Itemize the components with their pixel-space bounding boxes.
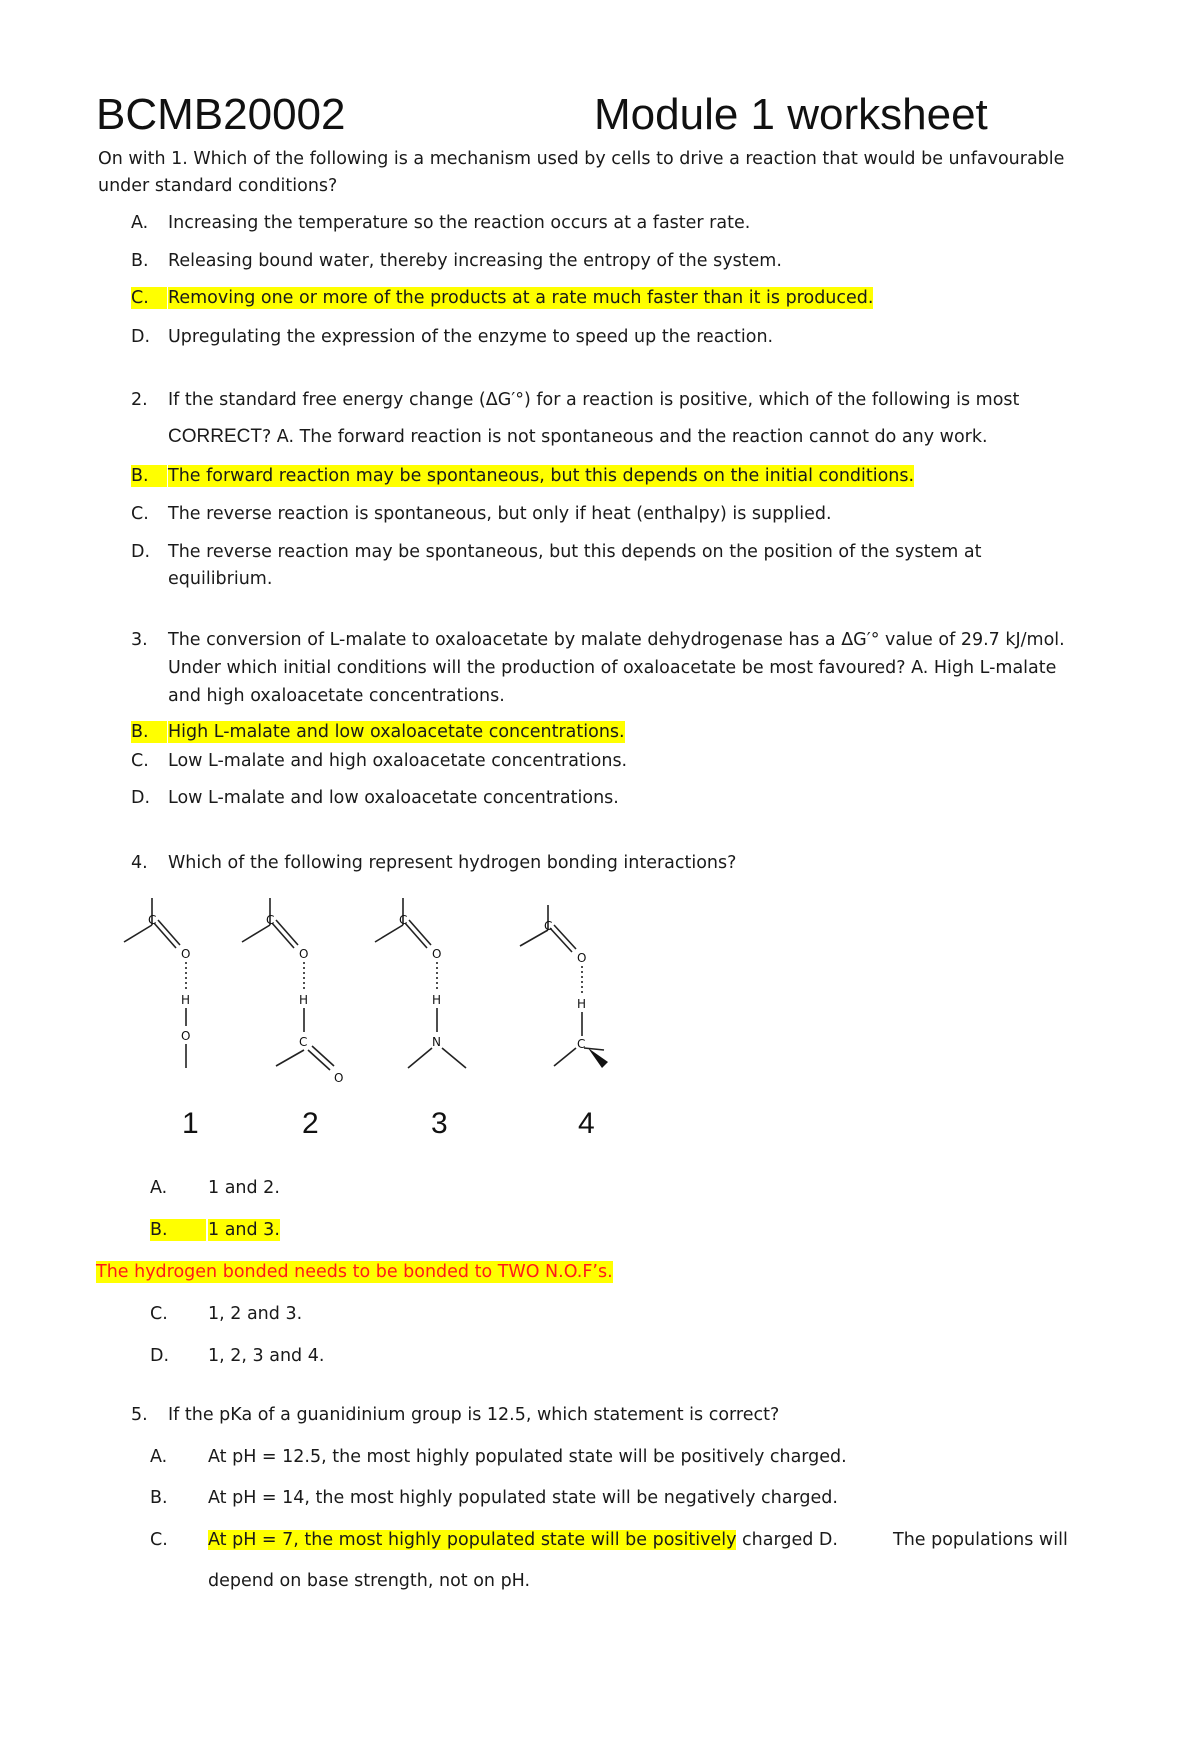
atom-c: C bbox=[544, 919, 553, 933]
q5-option-b-text: At pH = 14, the most highly populated state will be negatively charged. bbox=[208, 1488, 838, 1508]
q3-number: 3. bbox=[131, 630, 148, 650]
atom-o: O bbox=[432, 947, 442, 961]
atom-h: H bbox=[577, 997, 587, 1011]
q1-stem-line1: On with 1. Which of the following is a mechanism used by cells to drive a reaction that would be unfavourable bbox=[98, 149, 1065, 169]
course-code: BCMB20002 bbox=[96, 90, 346, 139]
q4-option-c-text: 1, 2 and 3. bbox=[208, 1304, 303, 1324]
q3-option-d-letter: D. bbox=[131, 788, 151, 808]
q4-option-d-text: 1, 2, 3 and 4. bbox=[208, 1346, 325, 1366]
q5-option-c-highlighted: At pH = 7, the most highly populated state will be positively bbox=[208, 1530, 737, 1550]
figure-label-4: 4 bbox=[578, 1107, 595, 1140]
q1-option-d-letter: D. bbox=[131, 327, 151, 347]
atom-o: O bbox=[577, 951, 587, 965]
page-title: Module 1 worksheet bbox=[594, 90, 988, 139]
q3-option-c-letter: C. bbox=[131, 751, 149, 771]
q1-option-d-text: Upregulating the expression of the enzyme to speed up the reaction. bbox=[168, 327, 774, 347]
q5-option-a-letter: A. bbox=[150, 1447, 168, 1467]
q2-option-b-letter: B. bbox=[131, 465, 167, 487]
q2-option-d-text-line2: equilibrium. bbox=[168, 569, 273, 589]
atom-c: C bbox=[577, 1037, 586, 1051]
atom-o: O bbox=[181, 1029, 191, 1043]
q3-stem-line1: The conversion of L-malate to oxaloacetate by malate dehydrogenase has a ΔG′° value of 29.7 kJ/mol. bbox=[168, 630, 1065, 650]
q3-option-d-text: Low L-malate and low oxaloacetate concentrations. bbox=[168, 788, 619, 808]
q4-stem: Which of the following represent hydrogen bonding interactions? bbox=[168, 853, 737, 873]
atom-o: O bbox=[334, 1071, 344, 1085]
atom-c: C bbox=[399, 913, 408, 927]
q1-stem-line2: under standard conditions? bbox=[98, 176, 338, 196]
q1-option-b-text: Releasing bound water, thereby increasing the entropy of the system. bbox=[168, 251, 782, 271]
q5-option-b-letter: B. bbox=[150, 1488, 168, 1508]
q5-option-a-text: At pH = 12.5, the most highly populated state will be positively charged. bbox=[208, 1447, 847, 1467]
q5-option-d-text-part2: depend on base strength, not on pH. bbox=[208, 1571, 531, 1591]
q4-option-d-letter: D. bbox=[150, 1346, 170, 1366]
q2-stem-line2 bbox=[168, 426, 988, 448]
q4-option-b-text: 1 and 3. bbox=[208, 1220, 280, 1240]
q3-option-b-letter: B. bbox=[131, 721, 167, 743]
q5-stem: If the pKa of a guanidinium group is 12.5, which statement is correct? bbox=[168, 1405, 780, 1425]
q3-stem-line2: Under which initial conditions will the production of oxaloacetate be most favoured? A. High L-malate bbox=[168, 658, 1057, 678]
q2-option-d-letter: D. bbox=[131, 542, 151, 562]
q1-option-c-text: Removing one or more of the products at a rate much faster than it is produced. bbox=[168, 288, 874, 308]
q2-correct-word: CORRECT bbox=[168, 426, 262, 447]
q1-option-c-letter: C. bbox=[131, 287, 167, 309]
wedge-bond-icon bbox=[588, 1048, 608, 1068]
q2-option-b-text: The forward reaction may be spontaneous, but this depends on the initial conditions. bbox=[168, 466, 915, 486]
q4-option-b-letter: B. bbox=[150, 1219, 206, 1241]
q4-answer-note: The hydrogen bonded needs to be bonded to TWO N.O.F’s. bbox=[96, 1262, 613, 1282]
q1-option-a-text: Increasing the temperature so the reaction occurs at a faster rate. bbox=[168, 213, 751, 233]
q1-option-b-letter: B. bbox=[131, 251, 149, 271]
atom-c: C bbox=[266, 913, 275, 927]
atom-n: N bbox=[432, 1035, 441, 1049]
atom-o: O bbox=[299, 947, 309, 961]
q4-option-a-text: 1 and 2. bbox=[208, 1178, 280, 1198]
q3-option-b-text: High L-malate and low oxaloacetate concentrations. bbox=[168, 722, 625, 742]
q2-option-a-inline: ? A. The forward reaction is not spontaneous and the reaction cannot do any work. bbox=[261, 427, 988, 447]
q2-option-c-text: The reverse reaction is spontaneous, but only if heat (enthalpy) is supplied. bbox=[168, 504, 832, 524]
q5-option-c-text bbox=[208, 1529, 838, 1551]
q5-number: 5. bbox=[131, 1405, 148, 1425]
atom-h: H bbox=[299, 993, 309, 1007]
q5-option-d-text-part1: The populations will bbox=[893, 1530, 1068, 1550]
figure-label-1: 1 bbox=[182, 1107, 199, 1140]
q4-option-a-letter: A. bbox=[150, 1178, 168, 1198]
q2-stem-line1: If the standard free energy change (ΔG′°) for a reaction is positive, which of the following is most bbox=[168, 390, 1020, 410]
q3-option-c-text: Low L-malate and high oxaloacetate concentrations. bbox=[168, 751, 628, 771]
atom-h: H bbox=[432, 993, 442, 1007]
figure-label-3: 3 bbox=[431, 1107, 448, 1140]
atom-c: C bbox=[299, 1035, 308, 1049]
q3-stem-line3: and high oxaloacetate concentrations. bbox=[168, 686, 505, 706]
q5-option-c-rest: charged D. bbox=[736, 1530, 838, 1550]
q2-number: 2. bbox=[131, 390, 148, 410]
figure-label-2: 2 bbox=[302, 1107, 319, 1140]
q4-option-c-letter: C. bbox=[150, 1304, 168, 1324]
q5-option-c-letter: C. bbox=[150, 1530, 168, 1550]
q4-number: 4. bbox=[131, 853, 148, 873]
q2-option-d-text: The reverse reaction may be spontaneous, but this depends on the position of the system at bbox=[168, 542, 982, 562]
atom-c: C bbox=[148, 913, 157, 927]
atom-h: H bbox=[181, 993, 191, 1007]
q1-option-a-letter: A. bbox=[131, 213, 149, 233]
atom-o: O bbox=[181, 947, 191, 961]
q2-option-c-letter: C. bbox=[131, 504, 149, 524]
